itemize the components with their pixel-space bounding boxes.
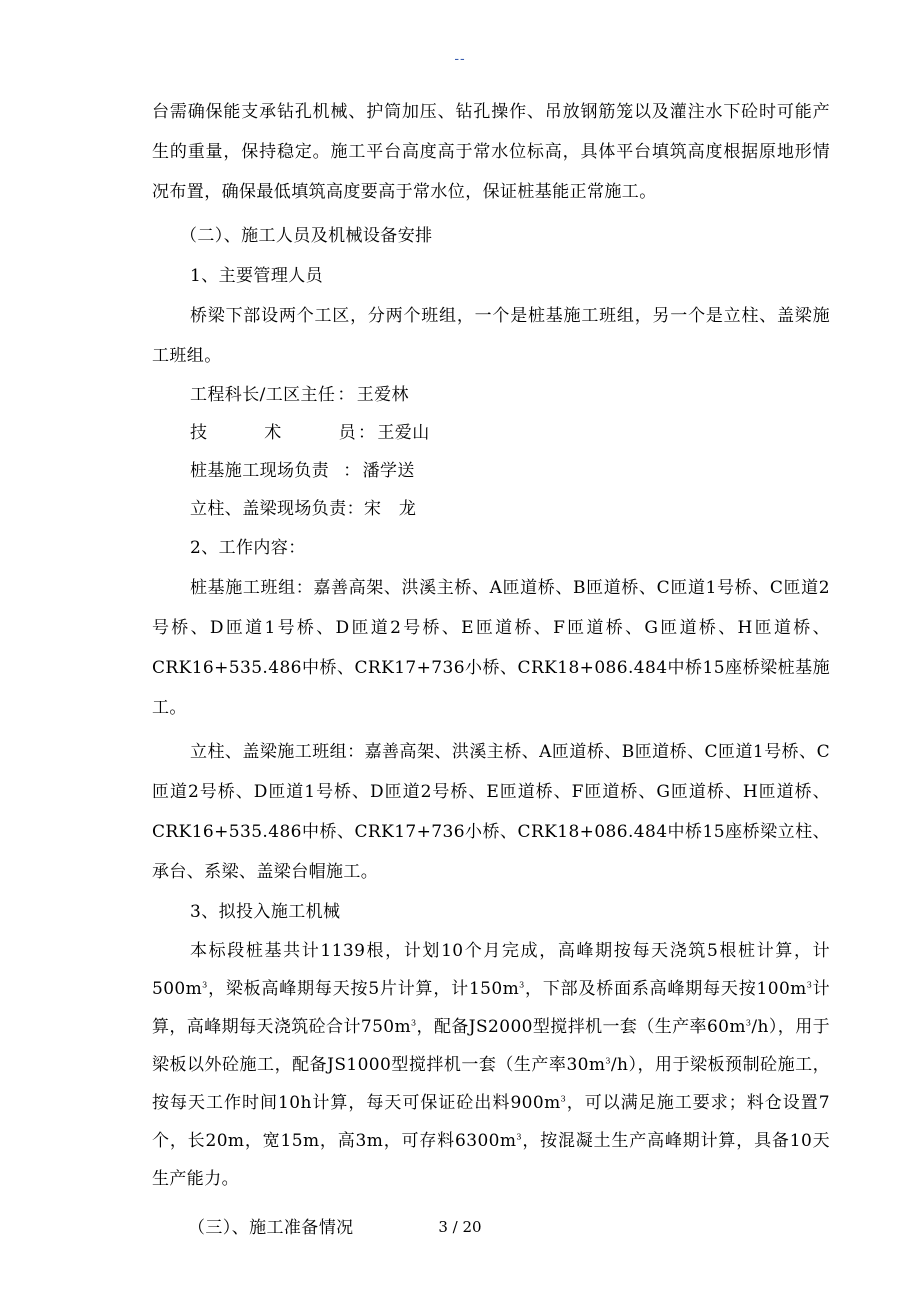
staff-sep: ： [337,385,355,405]
section-heading-2: （二）、施工人员及机械设备安排 [180,226,433,246]
staff-role-char: 技 [190,423,208,443]
paragraph-platform: 台需确保能支承钻孔机械、护筒加压、钻孔操作、吊放钢筋笼以及灌注水下砼时可能产生的重量，保持稳定。施工平台高度高于常水位标高，具体平台填筑高度根据原地形情况布置，确保最低填筑高度要高于常水位，保证桩基能正常施工。 [152,102,830,202]
staff-row [152,414,830,452]
staff-sep: ： [358,423,376,443]
subheading-work-content: 2、工作内容： [190,538,306,558]
staff-role-char: 员 [338,423,356,443]
staff-name: 潘学送 [362,461,415,481]
text-run: ，配备JS2000型搅拌机一套（生产率60m [416,1017,746,1037]
paragraph-pile-team: 桩基施工班组：嘉善高架、洪溪主桥、A匝道桥、B匝道桥、C匝道1号桥、C匝道2号桥、D匝道1号桥、D匝道2号桥、E匝道桥、F匝道桥、G匝道桥、H匝道桥、CRK16+535.486中桥、CRK17+736小桥、CRK18+086.484中桥15座桥梁桩基施工。 [152,578,830,718]
superscript: 3 [519,980,525,990]
staff-role: 桩基施工现场负责 [190,461,330,481]
superscript: 3 [202,980,208,990]
staff-name: 宋 龙 [364,499,417,519]
superscript: 3 [411,1018,417,1028]
paragraph-column-team: 立柱、盖梁施工班组：嘉善高架、洪溪主桥、A匝道桥、B匝道桥、C匝道1号桥、C匝道2号桥、D匝道1号桥、D匝道2号桥、E匝道桥、F匝道桥、G匝道桥、H匝道桥、CRK16+535.486中桥、CRK17+736小桥、CRK18+086.484中桥15座桥梁立柱、承台、系梁、盖梁台帽施工。 [152,742,830,882]
subheading-management: 1、主要管理人员 [190,266,324,286]
staff-role-char: 术 [264,423,282,443]
staff-role: 工程科长/工区主任 [190,385,336,405]
text-run: ，可以满足施工要求；料仓设置7个，长20m，宽15m，高3m，可存料6300m [152,1093,830,1151]
superscript: 3 [560,1094,567,1104]
staff-row [152,490,830,528]
staff-sep: ： [346,499,365,519]
section-heading-3: （三）、施工准备情况 [188,1218,354,1238]
text-run: /h），用于梁板预制砼施工，按每天工作时间10h计算，每天可保证砼出料900m [152,1055,831,1113]
paragraph-work-areas: 桥梁下部设两个工区，分两个班组，一个是桩基施工班组，另一个是立柱、盖梁施工班组。 [152,306,830,366]
staff-sep: ： [343,461,361,481]
staff-name: 王爱山 [377,423,430,443]
text-run: ，下部及桥面系高峰期每天按100m [524,979,807,999]
staff-name: 王爱林 [356,385,409,405]
page-number: 3 / 20 [438,1218,482,1236]
header-mark: -- [454,50,466,66]
text-run: 本标段桩基共计1139根，计划10个月完成，高峰期按每天浇筑5根桩计算，计500m [152,941,830,999]
paragraph-machinery [152,932,830,1198]
staff-row [152,376,830,414]
text-run: ，按混凝土生产高峰期计算，具备10天生产能力。 [152,1131,830,1189]
superscript: 3 [745,1018,752,1028]
superscript: 3 [806,980,813,990]
text-run: /h），用于梁板以外砼施工，配备JS1000型搅拌机一套（生产率30m [152,1017,831,1075]
superscript: 3 [516,1132,522,1142]
text-run: 计算，高峰期每天浇筑砼合计750m [152,979,830,1037]
staff-role [190,414,356,452]
subheading-machinery: 3、拟投入施工机械 [190,902,341,922]
staff-role: 立柱、盖梁现场负责 [190,499,347,519]
staff-row [152,452,830,490]
document-body [152,92,830,1248]
text-run: ，梁板高峰期每天按5片计算，计150m [207,979,520,999]
superscript: 3 [605,1056,611,1066]
